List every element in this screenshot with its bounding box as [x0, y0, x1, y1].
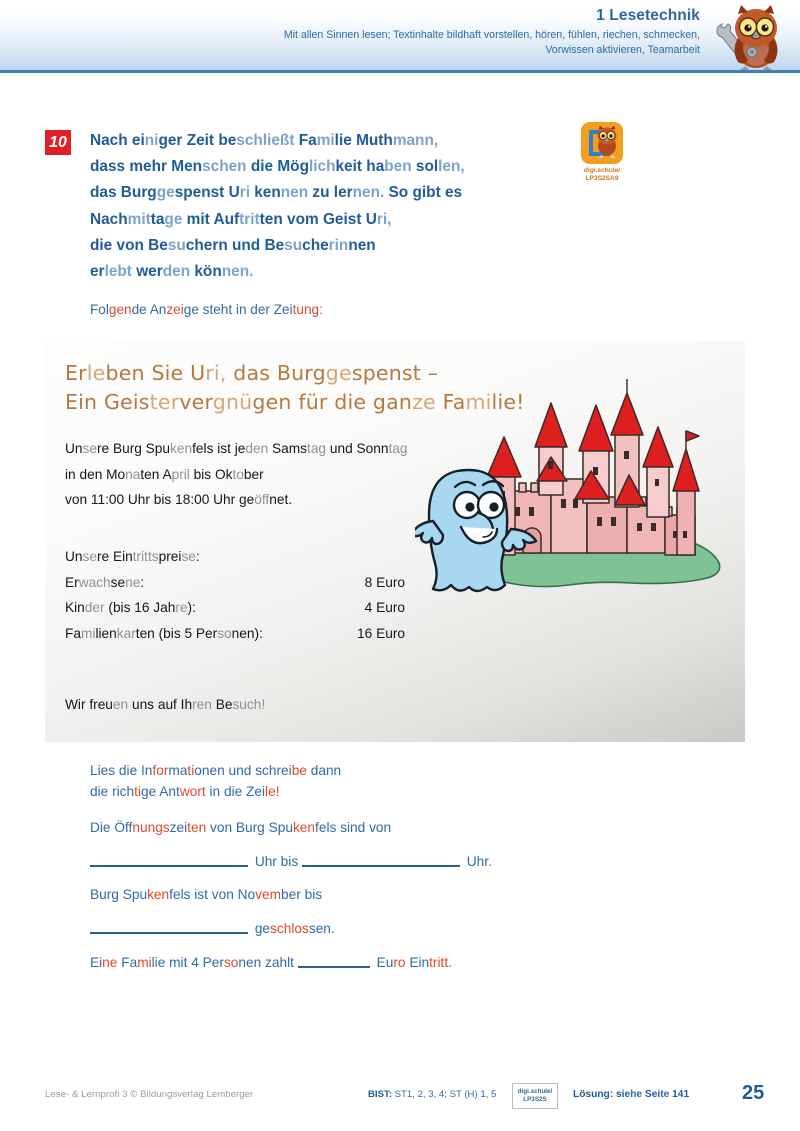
text-line: erlebt werden können.: [90, 263, 254, 281]
answer-blank-opening-from[interactable]: [90, 850, 248, 867]
advertisement-closing-line: Wir freuen uns auf Ihren Besuch!: [65, 697, 266, 712]
page-number: 25: [742, 1082, 765, 1104]
digi-schule-badge[interactable]: [577, 122, 627, 183]
footer-digi-line1: digi.schule/: [517, 1088, 553, 1095]
text-line: Unsere Burg Spukenfels ist jeden Samstag und Sonntag: [65, 441, 408, 456]
digi-badge-line2: LP3S2SA9: [585, 175, 619, 182]
pink-castle: [487, 379, 699, 555]
footer-solution-reference: Lösung: siehe Seite 141: [573, 1089, 690, 1100]
digi-schule-badge-caption: [577, 167, 627, 183]
price-label: Kinder (bis 16 Jahre):: [65, 600, 196, 615]
price-row: [65, 570, 465, 596]
price-row: [65, 621, 465, 647]
spacer: [90, 939, 650, 951]
exercise-instruction-line2: die richtige Antwort in die Zeile!: [90, 784, 280, 799]
price-value: 8 Euro: [364, 574, 405, 590]
price-value: 16 Euro: [357, 625, 405, 641]
task-follow-up-text: Folgende Anzeige steht in der Zeitung:: [90, 302, 323, 317]
text-line: in den Monaten April bis Oktober: [65, 466, 264, 482]
text-line: Nach einiger Zeit beschließt Familie Muthmann,: [90, 132, 439, 149]
footer-copyright: Lese- & Lernprofi 3 © Bildungsverlag Lemberger: [45, 1089, 254, 1100]
digi-schule-owl-app-icon[interactable]: [581, 122, 623, 164]
header-subtitle-line2: Vorwissen aktivieren, Teamarbeit: [545, 43, 700, 56]
question-2-after-label: geschlossen.: [254, 921, 335, 936]
ad-heading-line1: Erleben Sie Uri, das Burggespenst –: [65, 361, 439, 385]
price-row: [65, 595, 465, 621]
text-line: die von Besuchern und Besucherinnen: [90, 236, 376, 254]
header-text-block: [60, 6, 700, 57]
price-rows: [65, 570, 465, 647]
spacer: [90, 802, 650, 817]
task-number-badge: 10: [45, 130, 71, 155]
text-line: von 11:00 Uhr bis 18:00 Uhr geöffnet.: [65, 492, 293, 507]
question-2-prompt: Burg Spukenfels ist von November bis: [90, 887, 323, 902]
page-footer: [0, 1082, 800, 1118]
bist-label: BIST:: [368, 1089, 392, 1100]
page-title: 1 Lesetechnik: [596, 7, 700, 24]
newspaper-advertisement: [45, 341, 745, 742]
question-3-row: [90, 951, 650, 973]
exercise-block: [90, 760, 650, 973]
task-instruction-text: [90, 128, 560, 285]
question-1-end-label: Uhr.: [466, 854, 492, 869]
price-label: Erwachsene:: [65, 574, 145, 590]
digi-badge-line1: digi.schule/: [583, 167, 621, 174]
castle-and-ghost-illustration: [415, 379, 735, 669]
question-3-before-label: Eine Familie mit 4 Personen zahlt: [90, 955, 294, 970]
text-line: das Burggespenst Uri kennen zu lernen. So gibt es: [90, 184, 463, 202]
price-list-title: Unsere Eintrittspreise:: [65, 549, 200, 564]
text-line: Nachmittage mit Auftritten vom Geist Uri,: [90, 210, 392, 228]
bist-value: ST1, 2, 3, 4; ST (H) 1, 5: [394, 1089, 497, 1100]
price-value: 4 Euro: [364, 600, 405, 615]
owl-with-wrench-icon: [706, 2, 792, 74]
question-3-after-label: Euro Eintritt.: [376, 955, 452, 970]
price-label: Familienkarten (bis 5 Personen):: [65, 625, 263, 641]
footer-digi-line2: LP3S2S: [523, 1096, 547, 1104]
footer-digi-schule-code[interactable]: [512, 1083, 558, 1109]
question-1-answer-row: [90, 850, 650, 872]
question-2-answer-row: [90, 917, 650, 939]
question-1-mid-label: Uhr bis: [254, 854, 299, 869]
header-subtitle: [60, 28, 700, 57]
footer-bist-codes: [368, 1089, 496, 1100]
answer-blank-family-price[interactable]: [298, 951, 370, 968]
answer-blank-opening-to[interactable]: [302, 850, 460, 867]
spacer: [90, 905, 650, 917]
advertisement-price-list: [65, 544, 465, 646]
header-divider: [0, 70, 800, 73]
text-line: dass mehr Menschen die Möglichkeit haben sollen,: [90, 158, 465, 176]
question-1-prompt: Die Öffnungszeiten von Burg Spukenfels sind von: [90, 820, 392, 835]
ad-heading-line2: Ein Geistervergnügen für die ganze Familie!: [65, 390, 525, 414]
answer-blank-closed-month[interactable]: [90, 917, 248, 934]
page-header: [0, 0, 800, 71]
header-subtitle-line1: Mit allen Sinnen lesen; Textinhalte bildhaft vorstellen, hören, fühlen, riechen, schmecken,: [283, 29, 700, 41]
spacer: [90, 838, 650, 850]
spacer: [90, 872, 650, 884]
exercise-instruction-line1: Lies die Informationen und schreibe dann: [90, 763, 342, 778]
